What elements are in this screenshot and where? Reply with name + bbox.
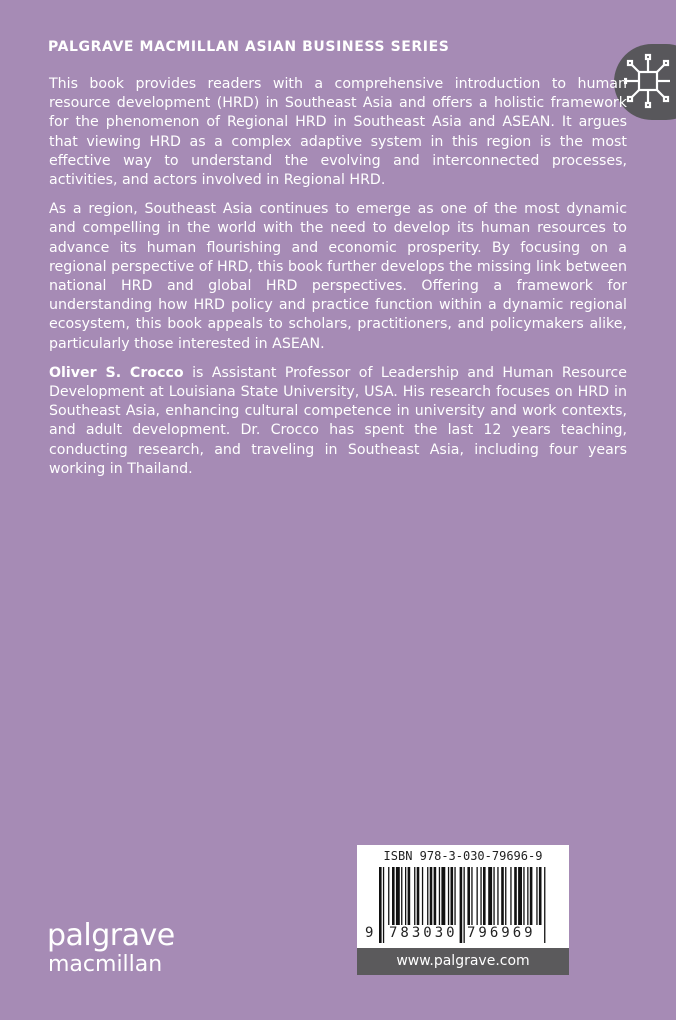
- barcode-digit-lead: 9: [365, 925, 374, 941]
- barcode-bar: [477, 867, 478, 925]
- barcode-bar: [451, 867, 454, 925]
- barcode-bar: [392, 867, 395, 925]
- barcode-bar: [408, 867, 411, 925]
- barcode-bar: [414, 867, 415, 925]
- barcode-bar: [383, 867, 384, 943]
- barcode-bar: [430, 867, 433, 925]
- barcode-bar: [460, 867, 463, 943]
- barcode-bar: [530, 867, 533, 925]
- network-icon: [624, 50, 674, 114]
- logo-macmillan: macmillan: [48, 952, 163, 977]
- barcode-bar: [448, 867, 449, 925]
- barcode-bar: [518, 867, 522, 925]
- barcode-bar: [434, 867, 437, 925]
- author-bio-text: is Assistant Professor of Leadership and Human Resource Development at Louisiana State University, USA. His research focuses on HRD in Southeast Asia, enhancing cultural competence in university and work contexts, and adult development. Dr. Crocco has spent the last 12 years teaching, conducting research, and traveling in Southeast Asia, including four years working in Thailand.: [49, 364, 627, 477]
- barcode-bar: [497, 867, 498, 925]
- barcode-bar: [388, 867, 389, 925]
- barcode-bar: [501, 867, 504, 925]
- blurb-paragraph-1: This book provides readers with a comprehensive introduction to human resource development (HRD) in Southeast Asia and offers a holistic framework for the phenomenon of Regional HRD in Southeast Asia and ASEAN. It argues that viewing HRD as a complex adaptive system in this region is the most effective way to understand the evolving and interconnected processes, activities, and actors involved in Regional HRD.: [49, 76, 627, 189]
- barcode-digits-right: 796969: [467, 925, 536, 941]
- barcode-bar: [488, 867, 492, 925]
- barcode-bar: [417, 867, 420, 925]
- author-name: Oliver S. Crocco: [49, 364, 184, 381]
- isbn-label: ISBN 978-3-030-79696-9: [383, 849, 543, 863]
- barcode-bar: [536, 867, 537, 925]
- barcode-bar: [467, 867, 470, 925]
- series-title: PALGRAVE MACMILLAN ASIAN BUSINESS SERIES: [48, 39, 450, 55]
- logo-palgrave: palgrave: [47, 918, 175, 953]
- isbn-barcode: [357, 845, 569, 948]
- barcode-bar: [441, 867, 445, 925]
- barcode-bar: [464, 867, 465, 943]
- barcode-bar: [539, 867, 542, 925]
- barcode-bar: [401, 867, 402, 925]
- barcode-bar: [422, 867, 423, 925]
- barcode-bar: [544, 867, 545, 943]
- publisher-url: www.palgrave.com: [357, 948, 569, 975]
- barcode-digits-left: 783030: [389, 925, 458, 941]
- barcode-bar: [505, 867, 506, 925]
- blurb-paragraph-2: As a region, Southeast Asia continues to emerge as one of the most dynamic and compelling in the world with the need to develop its human resources to advance its human flourishing and economic prosperity. By focusing on a regional perspective of HRD, this book further develops the missing link between national HRD and global HRD perspectives. Offering a framework for understanding how HRD policy and practice function within a dynamic regional ecosystem, this book appeals to scholars, practitioners, and policymakers alike, particularly those interested in ASEAN.: [49, 201, 627, 352]
- barcode-bar: [483, 867, 486, 925]
- barcode-bar: [471, 867, 472, 925]
- barcode-bar: [514, 867, 517, 925]
- barcode-bar: [427, 867, 428, 925]
- barcode-bar: [379, 867, 382, 943]
- barcode-bar: [527, 867, 528, 925]
- barcode-bar: [454, 867, 455, 925]
- author-bio: [49, 364, 627, 479]
- barcode-bar: [493, 867, 494, 925]
- barcode-bar: [510, 867, 511, 925]
- barcode-bar: [439, 867, 440, 925]
- barcode-bar: [405, 867, 406, 925]
- barcode-bar: [480, 867, 481, 925]
- barcode-bar: [523, 867, 524, 925]
- barcode-bar: [396, 867, 400, 925]
- back-cover-text: [49, 75, 627, 489]
